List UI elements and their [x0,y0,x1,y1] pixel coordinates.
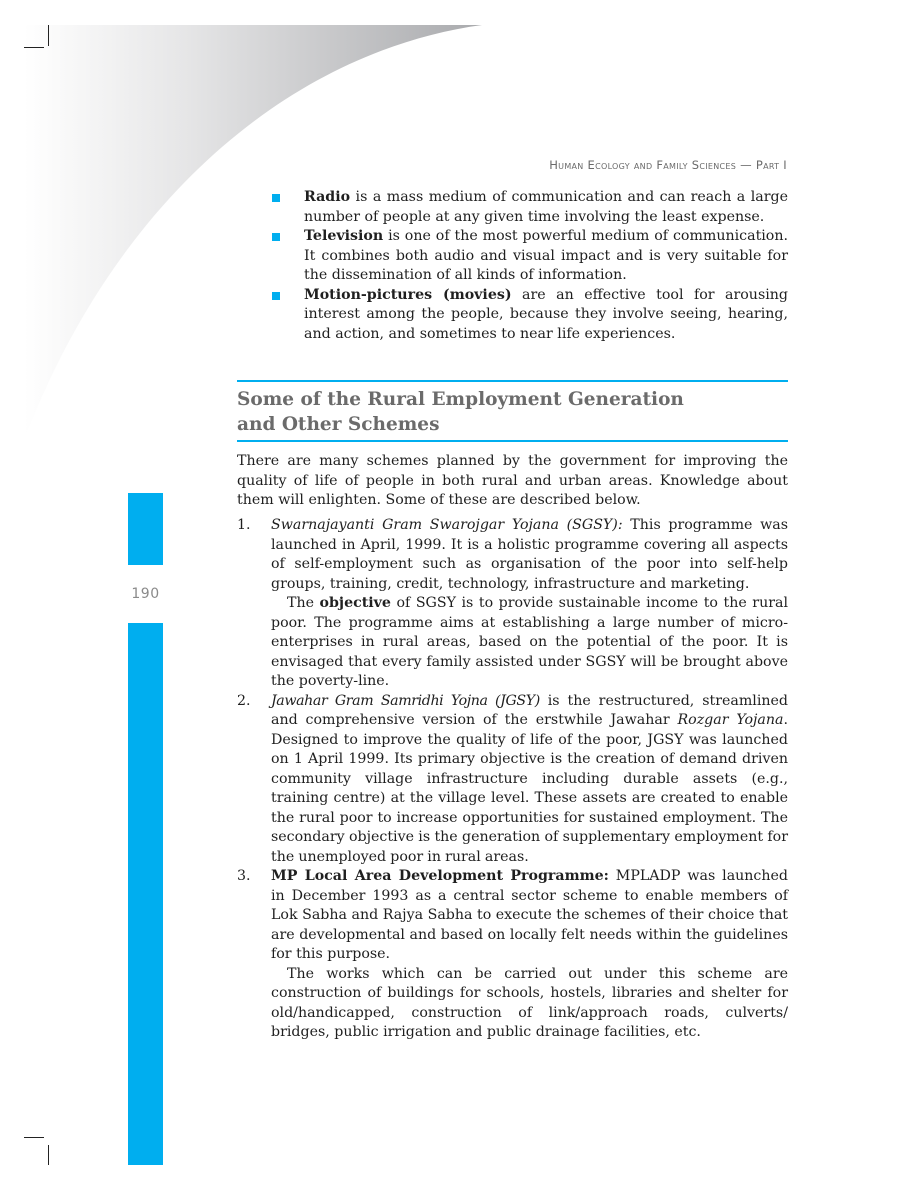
scheme-paragraph-2: The works which can be carried out under this scheme are construction of buildings for schools, hostels, libraries and shelter for old/handicapped, construction of link/approach roads, culverts/ bridges, public irrigation and public drainage facilities, etc. [271,965,788,1040]
intro-paragraph: There are many schemes planned by the government for improving the quality of life of people in both rural and urban areas. Knowledge about them will enlighten. Some of these are described below. [237,453,788,508]
scheme-name: Jawahar Gram Samridhi Yojna (JGSY) [271,692,540,709]
bullet-square-icon [272,292,280,300]
scheme-text: . Designed to improve the quality of life of the poor, JGSY was launched on 1 April 1999. Its primary objective is the creation of demand driven community village infrastructure including durable assets (e.g., training centre) at the village level. These assets are created to enable the rural poor to increase opportunities for sustained employment. The secondary objective is the generation of supplementary employment for the unemployed poor in rural areas. [271,712,788,865]
crop-mark [48,25,49,46]
bullet-square-icon [272,194,280,202]
paragraph-text: The [287,595,320,611]
schemes-list [237,516,788,1043]
crop-mark [24,1137,44,1138]
bullet-motion-pictures [272,286,788,345]
scheme-item-sgsy [237,516,788,692]
bullet-term: Radio [304,189,351,205]
section-heading-box [237,380,788,442]
side-bar-top [128,493,163,565]
paragraph-text: of SGSY is to provide sustainable income to the rural poor. The programme aims at establishing a large number of micro-enterprises in rural areas, based on the potential of the poor. It is envisaged that every family assisted under SGSY will be brought above the poverty-line. [271,595,788,689]
item-number: 2. [237,692,251,709]
bullet-text: are an effective tool for arousing interest among the people, because they involve seeing, hearing, and action, and sometimes to near life experiences. [304,286,788,342]
scheme-item-jgsy [237,692,788,868]
bullet-square-icon [272,233,280,241]
item-number: 1. [237,517,251,533]
running-head: Human Ecology and Family Sciences — Part I [549,158,787,172]
bullet-television [272,227,788,286]
media-bullet-list [272,188,788,344]
section-title [237,388,788,437]
page-number: 190 [131,586,160,602]
scheme-text: MPLADP was launched in December 1993 as a central sector scheme to enable members of Lok Sabha and Rajya Sabha to execute the schemes of their choice that are developmental and based on locally felt needs within the guidelines for this purpose. [271,868,788,962]
section-intro [237,452,788,511]
scheme-text: This programme was launched in April, 1999. It is a holistic programme covering all aspects of self-employment such as organisation of the poor into self-help groups, training, credit, technology, infrastructure and marketing. [271,517,788,592]
scheme-italic-term: Rozgar Yojana [677,712,784,728]
objective-term: objective [319,595,391,611]
scheme-paragraph-2 [271,594,788,692]
scheme-name: Swarnajayanti Gram Swarojgar Yojana (SGSY): [271,517,623,533]
scheme-text: is the restructured, streamlined and comprehensive version of the erstwhile Jawahar [271,692,788,728]
crop-mark [24,47,44,48]
section-title-line1: Some of the Rural Employment Generation [237,389,684,410]
section-title-line2: and Other Schemes [237,413,440,435]
bullet-term: Television [304,228,384,244]
scheme-name: MP Local Area Development Programme: [271,868,609,884]
scheme-item-mpladp [237,867,788,1043]
crop-mark [48,1145,49,1165]
item-number: 3. [237,868,251,884]
bullet-text: is one of the most powerful medium of communication. It combines both audio and visual impact and is very suitable for the dissemination of all kinds of information. [304,228,788,283]
bullet-radio [272,188,788,227]
side-bar-bottom [128,623,163,1165]
bullet-text: is a mass medium of communication and can reach a large number of people at any given time involving the least expense. [304,189,788,225]
bullet-term: Motion-pictures (movies) [304,286,512,303]
